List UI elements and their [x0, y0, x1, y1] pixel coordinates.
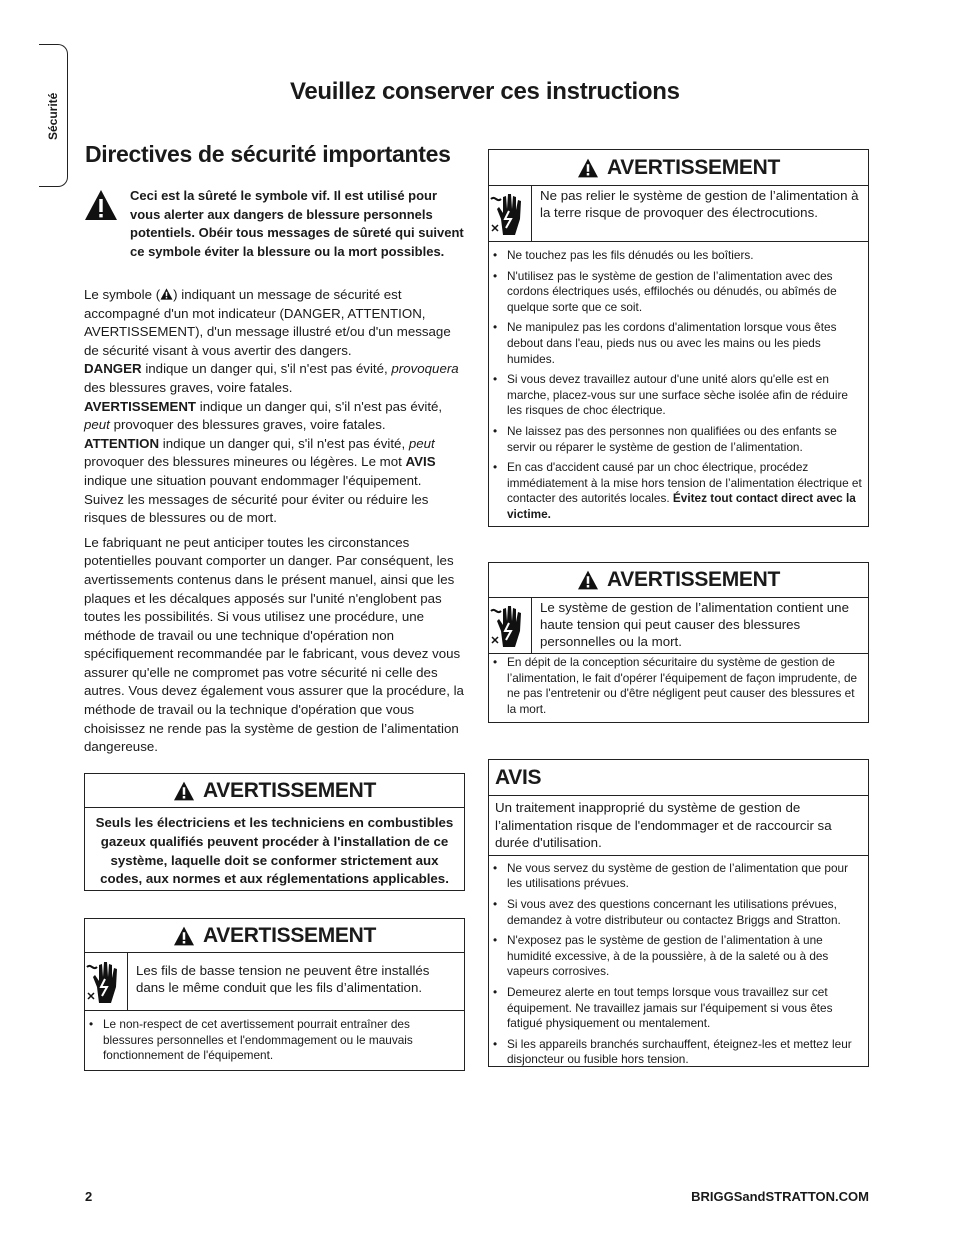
electric-shock-icon [489, 186, 532, 241]
list-item: • Ne laissez pas des personnes non qualifiées ou des enfants se servir ou réparer le système de gestion de l’alimentation. [507, 424, 862, 455]
warning-heading: AVERTISSEMENT [85, 774, 464, 808]
footer-website: BRIGGSandSTRATTON.COM [691, 1189, 869, 1204]
list-item: • Ne manipulez pas les cordons d'alimentation lorsque vous êtes debout dans l'eau, pieds nus ou avec les mains ou les pieds humides. [507, 320, 862, 367]
warning-bullets [85, 1011, 464, 1073]
page-title: Veuillez conserver ces instructions [290, 78, 680, 105]
list-item: • Si vous avez des questions concernant les utilisations prévues, demandez à votre distributeur ou contactez Briggs and Stratton. [507, 897, 862, 928]
warning-triangle-icon [173, 781, 195, 801]
warning-heading: AVERTISSEMENT [489, 150, 868, 186]
warning-heading: AVERTISSEMENT [85, 919, 464, 953]
page-number: 2 [85, 1189, 93, 1204]
warning-text: Seuls les électriciens et les techniciens en combustibles gazeux qualifiés peuvent procéder à l'installation de ce système, laquelle doit se conformer strictement aux codes, aux normes et aux réglementations applicables. [95, 815, 454, 887]
warning-triangle-icon [160, 288, 173, 300]
warning-text: Les fils de basse tension ne peuvent être installés dans le même conduit que les fils d’alimentation. [136, 963, 430, 996]
warning-box-installers [84, 773, 465, 891]
safety-symbol-intro [84, 187, 464, 261]
warning-triangle-icon [577, 158, 599, 178]
section-title: Directives de sécurité importantes [85, 141, 451, 167]
list-item: • En dépit de la conception sécuritaire du système de gestion de l’alimentation, le fait d'opérer l'équipement de façon imprudente, de ne pas l'entretenir ou d'être négligent peut causer des blessures et la mort. [507, 655, 862, 717]
list-item: • Le non-respect de cet avertissement pourrait entraîner des blessures personnelles et l'endommagement ou le mauvais fonctionnement de l'équipement. [103, 1017, 458, 1064]
warning-text: Ne pas relier le système de gestion de l’alimentation à la terre risque de provoquer des électrocutions. [540, 188, 859, 221]
warning-box-grounding [488, 149, 869, 527]
warning-bullets [489, 242, 868, 532]
signal-words-paragraph: Le symbole ( ) indiquant un message de sécurité est accompagné d'un mot indicateur (DANGER, ATTENTION, AVERTISSEMENT), d'un message illustré et/ou d'un message de sécurité visant à vous avertir des dangers. DANGER indique un danger qui, s'il n'est pas évité, provoquera des blessures graves, voire fatales. AVERTISSEMENT indique un danger qui, s'il n'est pas évité, peut provoquer des blessures graves, voire fatales. ATTENTION indique un danger qui, s'il n'est pas évité, peut provoquer des blessures mineures ou légères. Le mot AVIS indique une situation pouvant endommager l'équipement. Suivez les messages de sécurité pour éviter ou réduire les risques de blessures ou de mort. [84, 287, 459, 526]
warning-triangle-icon [84, 189, 118, 221]
manufacturer-paragraph: Le fabriquant ne peut anticiper toutes les circonstances potentielles pouvant comporter un danger. Par conséquent, les avertissements contenus dans le présent manuel, ainsi que les plaques et les décalques apposés sur l'unité n'englobent pas toutes les possibilités. Si vous utilisez une procédure, une méthode de travail ou une technique d'opération non spécifiquement recommandée par le fabricant, vous devez vous assurer qu'elle ne compromet pas votre sécurité ni celle des autres. Vous devez également vous assurer que la procédure, la méthode de travail ou la technique d'opération que vous choisissez ne rende pas la système de gestion de l’alimentation dangereuse. [84, 534, 464, 755]
warning-triangle-icon [173, 926, 195, 946]
list-item: • Ne vous servez du système de gestion de l’alimentation que pour les utilisations prévues. [507, 861, 862, 892]
warning-heading: AVERTISSEMENT [489, 563, 868, 598]
intro-body [84, 286, 464, 763]
warning-bullets [489, 654, 868, 726]
list-item: • Demeurez alerte en tout temps lorsque vous travaillez sur cet équipement. Ne travaillez jamais sur l'équipement si vous êtes fatigué physiquement ou mentalement. [507, 985, 862, 1032]
list-item: • En cas d'accident causé par un choc électrique, procédez immédiatement à la mise hors tension de l’alimentation électrique et contacter des autorités locales. Évitez tout contact direct avec la victime. [507, 460, 862, 522]
list-item: • N'utilisez pas le système de gestion de l’alimentation avec des cordons électriques usés, effilochés ou dénudés, ou abîmés de quelque sorte que ce soit. [507, 269, 862, 316]
warning-triangle-icon [577, 570, 599, 590]
warning-text: Le système de gestion de l’alimentation contient une haute tension qui peut causer des blessures personnelles ou la mort. [540, 600, 849, 650]
notice-box [488, 759, 869, 1067]
warning-box-low-voltage [84, 918, 465, 1071]
intro-text: Ceci est la sûreté le symbole vif. Il est utilisé pour vous alerter aux dangers de blessure personnels potentiels. Obéir tous messages de sûreté qui suivent ce symbole éviter la blessure ou la mort possibles. [130, 188, 464, 259]
electric-shock-icon [489, 598, 532, 653]
list-item: • Si vous devez travaillez autour d'une unité alors qu'elle est en marche, placez-vous sur une surface sèche isolée afin de réduire les risques de choc électrique. [507, 372, 862, 419]
list-item: • Si les appareils branchés surchauffent, éteignez-les et mettez leur disjoncteur ou fusible hors tension. [507, 1037, 862, 1068]
notice-heading: AVIS [489, 760, 868, 796]
list-item: • Ne touchez pas les fils dénudés ou les boîtiers. [507, 248, 862, 264]
side-tab-label: Sécurité [46, 92, 60, 140]
notice-bullets [489, 856, 868, 1077]
list-item: • N'exposez pas le système de gestion de l’alimentation à une humidité excessive, à de la poussière, à de la saleté ou à des vapeurs corrosives. [507, 933, 862, 980]
electric-shock-icon [85, 953, 128, 1010]
warning-box-high-voltage [488, 562, 869, 723]
notice-text: Un traitement inapproprié du système de gestion de l’alimentation risque de l'endommager et de raccourcir sa durée d'utilisation. [489, 796, 868, 856]
